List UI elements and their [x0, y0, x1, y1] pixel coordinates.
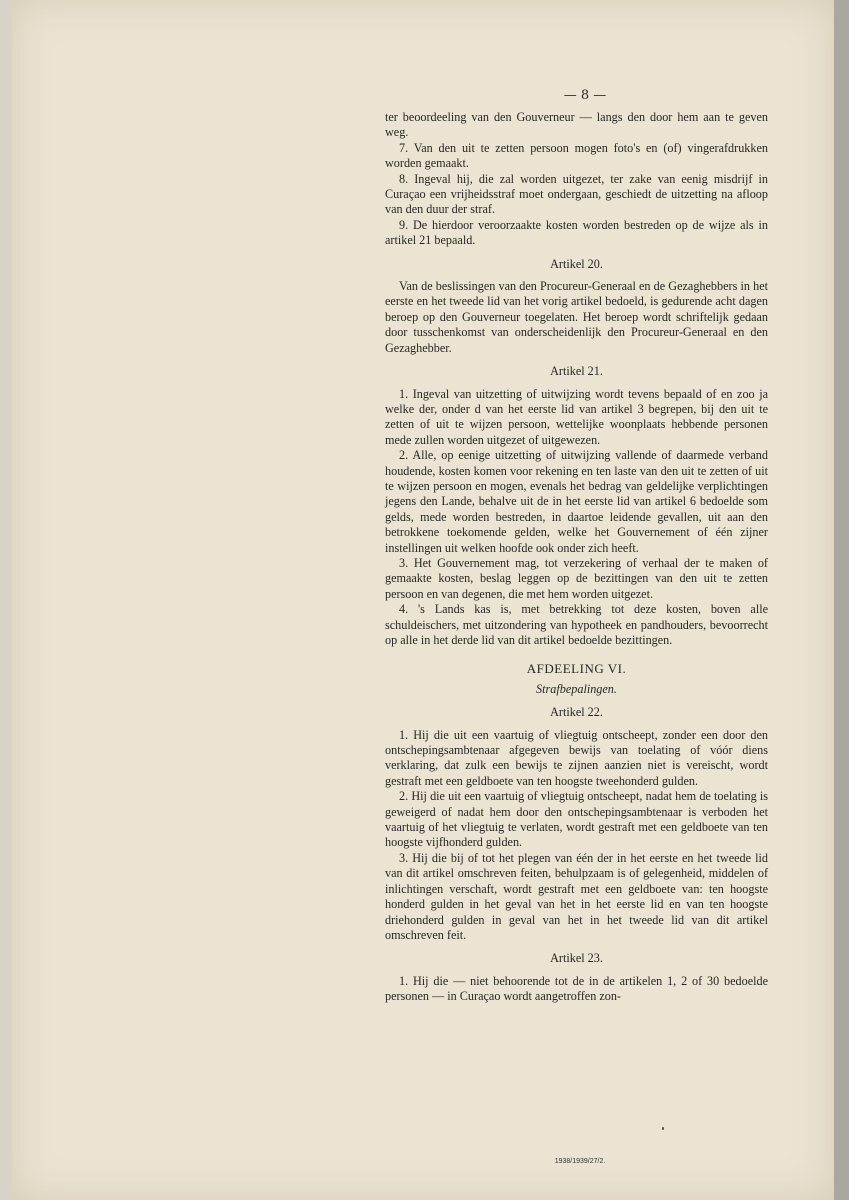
section-subtitle: Strafbepalingen.	[536, 681, 617, 696]
article22-paragraph-2: 2. Hij die uit een vaartuig of vliegtuig ontscheept, nadat hem de toelating is geweigerd of nadat hem door den ontschepingsambtenaar is verboden het vaartuig of het vliegtuig te verlaten, wordt gestraft met een geldboete van ten hoogste vijfhonderd gulden.	[385, 789, 768, 850]
article21-paragraph-3: 3. Het Gouvernement mag, tot verzekering of verhaal der te maken of gemaakte kosten, beslag leggen op de bezittingen van den uit te zetten persoon en van degenen, die met hem worden uitgezet.	[385, 555, 768, 601]
section-title: AFDEELING VI.	[526, 661, 627, 677]
article19-paragraph-8: 8. Ingeval hij, die zal worden uitgezet, ter zake van eenig misdrijf in Curaçao een vrijheidsstraf moet ondergaan, geschiedt de uitzetting na afloop van den duur der straf.	[385, 171, 768, 217]
page-number: — 8 —	[563, 88, 607, 103]
article23-paragraph-1: 1. Hij die — niet behoorende tot de in de artikelen 1, 2 of 30 bedoelde personen — in Curaçao wordt aangetroffen zon-	[385, 973, 768, 1004]
article21-paragraph-1: 1. Ingeval van uitzetting of uitwijzing wordt tevens bepaald of en zoo ja welke der, onder d van het eerste lid van artikel 3 begrepen, bij den uit te zetten of uit te wijzen persoon, wettelijke woonplaats hebbende personen mede zullen worden uitgezet of uitgewezen.	[385, 386, 768, 447]
article21-heading: Artikel 21.	[550, 364, 603, 379]
article20-heading: Artikel 20.	[550, 256, 603, 271]
article23-heading: Artikel 23.	[550, 951, 603, 966]
footer-reference-code: 1938/1939/27/2.	[554, 1158, 606, 1165]
legal-text-column	[385, 110, 768, 1005]
article21-paragraph-4: 4. 's Lands kas is, met betrekking tot deze kosten, boven alle schuldeischers, met uitzondering van hypotheek en pandhouders, bevoorrecht op alle in het derde lid van dit artikel bedoelde bezittingen.	[385, 602, 768, 647]
article21-paragraph-2: 2. Alle, op eenige uitzetting of uitwijzing vallende of daarmede verband houdende, kosten komen voor rekening en ten laste van den uit te zetten of uit te wijzen persoon en mogen, evenals het bedrag van geldelijke verplichtingen jegens den Lande, behalve uit de in het eerste lid van artikel 6 bedoelde som gelds, mede worden bestreden, in daartoe leidende gevallen, uit aan den betrokkene toekomende gelden, welke het Gouvernement of één zijner instellingen uit welken hoofde ook onder zich heeft.	[385, 448, 768, 555]
article22-paragraph-1: 1. Hij die uit een vaartuig of vliegtuig ontscheept, zonder een door den ontschepingsambtenaar afgegeven bewijs van toelating of vóór diens verklaring, dat zulk een bewijs te zijnen aanzien niet is vereischt, wordt gestraft met een geldboete van ten hoogste tweehonderd gulden.	[385, 727, 768, 788]
scanner-background	[834, 0, 849, 1200]
paper-speck	[662, 1127, 664, 1130]
article22-paragraph-3: 3. Hij die bij of tot het plegen van één der in het eerste en het tweede lid van dit artikel omschreven feiten, behulpzaam is of gelegenheid, middelen of inlichtingen verschaft, wordt gestraft met een geldboete van: ten hoogste honderd gulden in het geval van het in het eerste lid en van ten hoogste driehonderd gulden in geval van het in het tweede lid van dit artikel omschreven feit.	[385, 850, 768, 942]
article20-paragraph: Van de beslissingen van den Procureur-Generaal en de Gezaghebbers in het eerste en het tweede lid van het vorig artikel bedoeld, is gedurende acht dagen beroep op den Gouverneur toegelaten. Het beroep wordt schriftelijk gedaan door tusschenkomst van onderscheidenlijk den Procureur-Generaal en den Gezaghebber.	[385, 279, 768, 355]
article19-paragraph-7: 7. Van den uit te zetten persoon mogen foto's en (of) vingerafdrukken worden gemaakt.	[385, 140, 768, 171]
continuation-paragraph: ter beoordeeling van den Gouverneur — langs den door hem aan te geven weg.	[385, 110, 768, 140]
article19-paragraph-9: 9. De hierdoor veroorzaakte kosten worden bestreden op de wijze als in artikel 21 bepaald.	[385, 217, 768, 248]
article22-heading: Artikel 22.	[550, 705, 603, 720]
